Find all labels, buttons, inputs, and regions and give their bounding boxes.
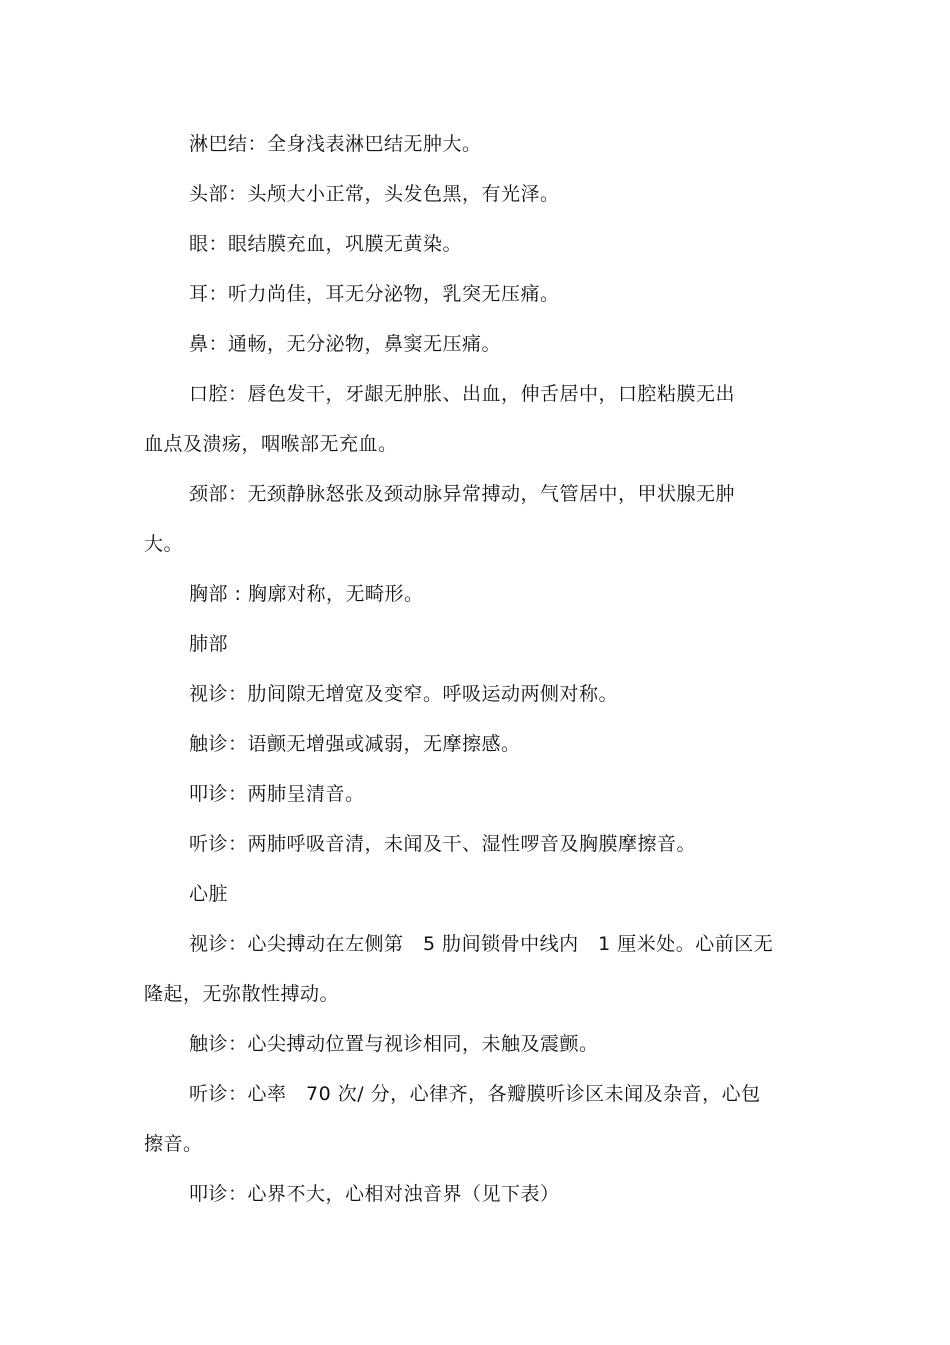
eye-line: 眼：眼结膜充血，巩膜无黄染。 xyxy=(189,233,463,255)
nose-line: 鼻：通畅，无分泌物，鼻窦无压痛。 xyxy=(189,333,502,355)
neck-line: 颈部：无颈静脉怒张及颈动脉异常搏动，气管居中，甲状腺无肿 xyxy=(189,483,736,505)
lung-inspection-line: 视诊：肋间隙无增宽及变窄。呼吸运动两侧对称。 xyxy=(189,683,619,705)
heart-auscultation-line: 听诊：心率 70 次/ 分，心律齐，各瓣膜听诊区未闻及杂音，心包 xyxy=(189,1083,761,1105)
lung-palpation-line: 触诊：语颤无增强或减弱，无摩擦感。 xyxy=(189,733,521,755)
heart-inspection-line: 视诊：心尖搏动在左侧第 5 肋间锁骨中线内 1 厘米处。心前区无 xyxy=(189,933,774,955)
heart-inspection-line-cont: 隆起，无弥散性搏动。 xyxy=(144,983,340,1005)
lung-auscultation-line: 听诊：两肺呼吸音清，未闻及干、湿性啰音及胸膜摩擦音。 xyxy=(189,833,697,855)
heart-percussion-line: 叩诊：心界不大，心相对浊音界（见下表） xyxy=(189,1183,560,1205)
lung-heading: 肺部 xyxy=(189,633,229,655)
oral-line-cont: 血点及溃疡，咽喉部无充血。 xyxy=(144,433,398,455)
head-line: 头部：头颅大小正常，头发色黑，有光泽。 xyxy=(189,183,560,205)
heart-auscultation-line-cont: 擦音。 xyxy=(144,1133,203,1155)
chest-line: 胸部 : 胸廓对称，无畸形。 xyxy=(189,583,424,605)
heart-heading: 心脏 xyxy=(189,883,229,905)
oral-line: 口腔：唇色发干，牙龈无肿胀、出血，伸舌居中，口腔粘膜无出 xyxy=(189,383,736,405)
ear-line: 耳：听力尚佳，耳无分泌物，乳突无压痛。 xyxy=(189,283,560,305)
lymph-node-line: 淋巴结：全身浅表淋巴结无肿大。 xyxy=(189,133,482,155)
lung-percussion-line: 叩诊：两肺呈清音。 xyxy=(189,783,365,805)
neck-line-cont: 大。 xyxy=(144,533,184,555)
heart-palpation-line: 触诊：心尖搏动位置与视诊相同，未触及震颤。 xyxy=(189,1033,599,1055)
